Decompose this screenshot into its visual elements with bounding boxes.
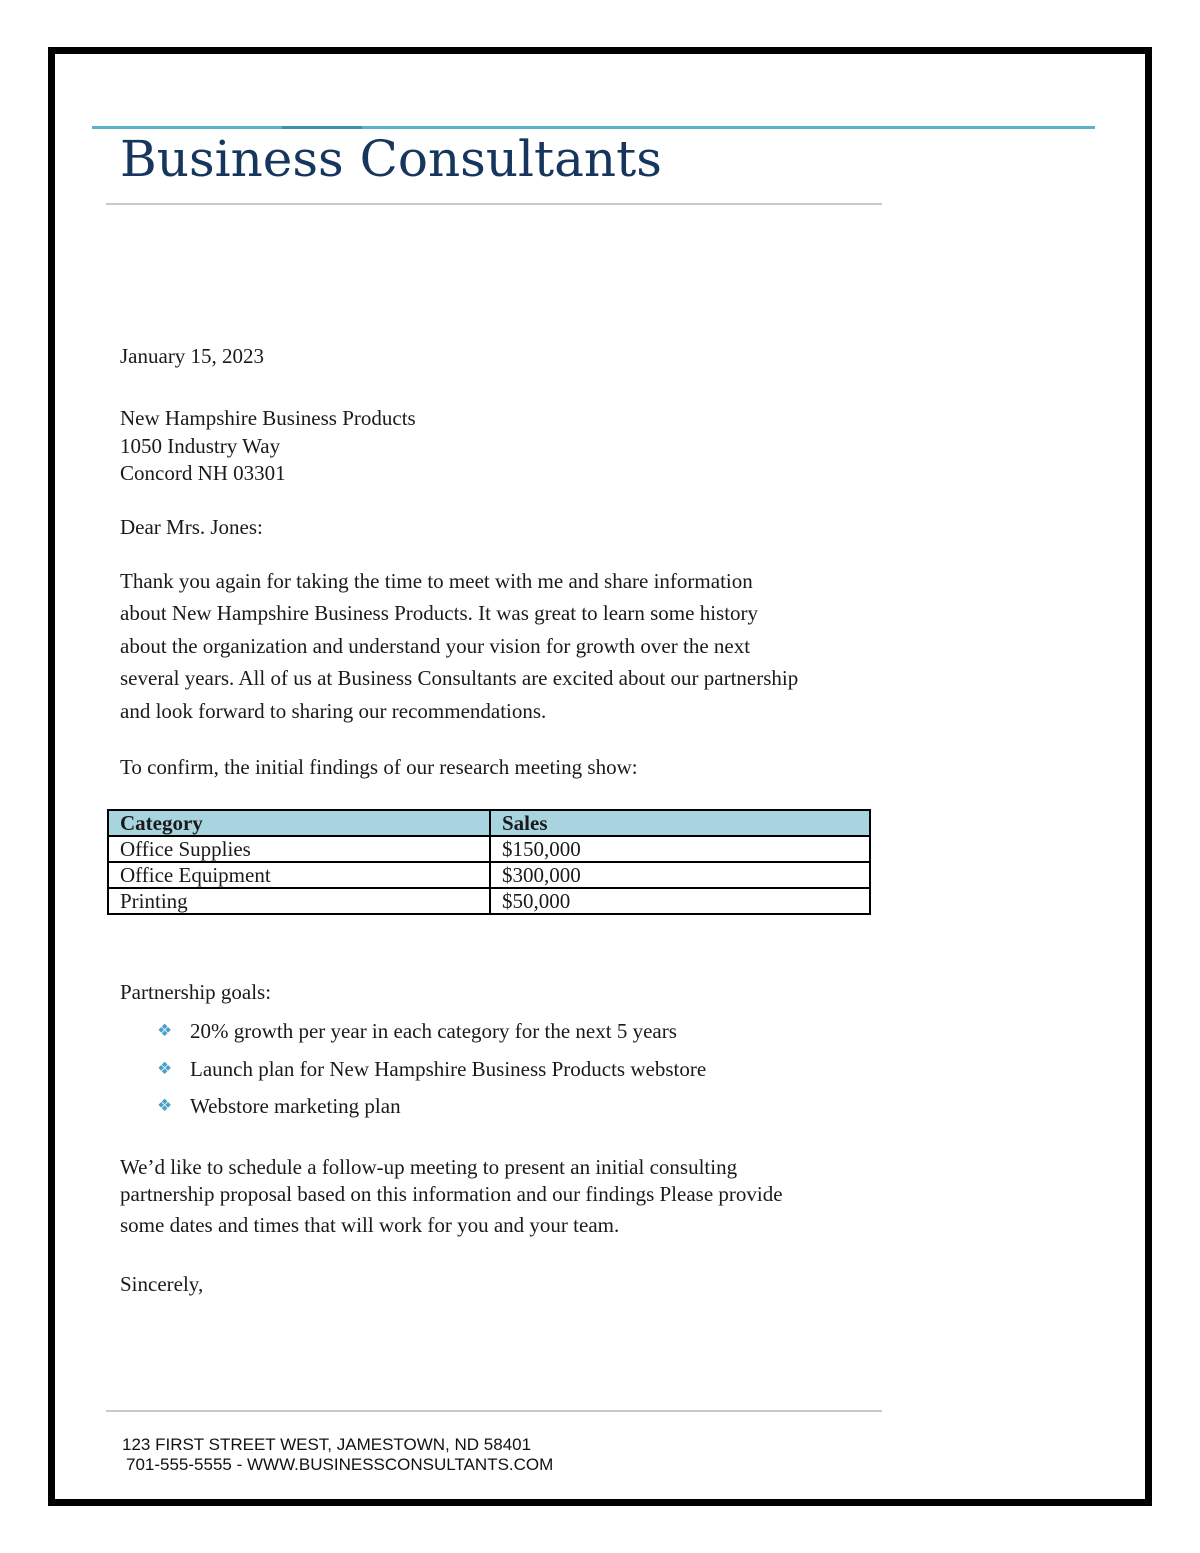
findings-table: [107, 809, 871, 915]
body-line: several years. All of us at Business Consultants are excited about our partnership: [120, 666, 799, 690]
body-line: about New Hampshire Business Products. It was great to learn some history: [120, 601, 759, 625]
salutation: Dear Mrs. Jones:: [120, 515, 263, 539]
header-divider: [106, 203, 882, 205]
body-line: about the organization and understand your vision for growth over the next: [120, 634, 751, 658]
table-row: [108, 836, 870, 862]
table-row: [108, 888, 870, 914]
sales-cell: $300,000: [490, 862, 870, 888]
goal-text: 20% growth per year in each category for the next 5 years: [190, 1019, 677, 1043]
list-item: [157, 1013, 706, 1051]
recipient-street: 1050 Industry Way: [120, 434, 281, 458]
column-header-category: Category: [108, 810, 490, 836]
sales-cell: $50,000: [490, 888, 870, 914]
closing-line: We’d like to schedule a follow-up meeting to present an initial consulting: [120, 1155, 738, 1179]
category-cell: Printing: [108, 888, 490, 914]
footer-divider: [106, 1410, 882, 1412]
goals-list: [157, 1013, 706, 1126]
sales-cell: $150,000: [490, 836, 870, 862]
sign-off: Sincerely,: [120, 1272, 204, 1296]
table-header-row: [108, 810, 870, 836]
goal-text: Launch plan for New Hampshire Business Products webstore: [190, 1056, 707, 1081]
footer-contact: 701-555-5555 - WWW.BUSINESSCONSULTANTS.COM: [126, 1455, 554, 1474]
category-cell: Office Supplies: [108, 836, 490, 862]
closing-line: partnership proposal based on this information and our findings Please provide: [120, 1182, 783, 1206]
letter-date: January 15, 2023: [120, 344, 265, 368]
column-header-sales: Sales: [490, 810, 870, 836]
list-item: [157, 1051, 706, 1089]
closing-line: some dates and times that will work for you and your team.: [120, 1213, 620, 1237]
category-cell: Office Equipment: [108, 862, 490, 888]
body-line: and look forward to sharing our recommendations.: [120, 699, 547, 723]
recipient-city: Concord NH 03301: [120, 461, 286, 485]
diamond-bullet-icon: ❖: [157, 1021, 173, 1041]
body-line: Thank you again for taking the time to meet with me and share information: [120, 569, 753, 593]
table-row: [108, 862, 870, 888]
diamond-bullet-icon: ❖: [157, 1096, 173, 1116]
goal-text: Webstore marketing plan: [190, 1094, 401, 1118]
company-title: Business Consultants: [120, 130, 662, 188]
diamond-bullet-icon: ❖: [157, 1058, 173, 1079]
list-item: [157, 1088, 706, 1126]
goals-heading: Partnership goals:: [120, 980, 272, 1004]
findings-intro: To confirm, the initial findings of our research meeting show:: [120, 755, 638, 779]
footer-address: 123 FIRST STREET WEST, JAMESTOWN, ND 58401: [122, 1435, 532, 1454]
recipient-name: New Hampshire Business Products: [120, 406, 416, 430]
